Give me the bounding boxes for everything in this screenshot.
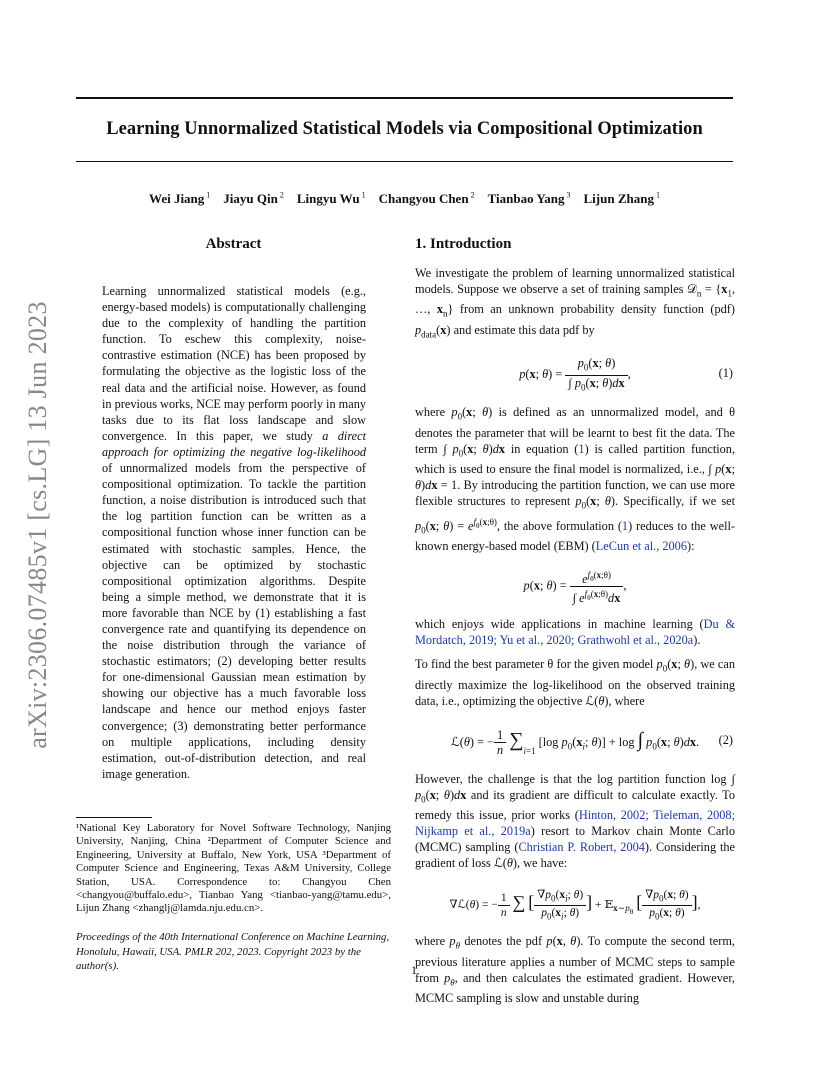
intro-paragraph-6: where $p_\theta$ denotes the pdf p(x, θ). To compute the second term, previous literature applies a number of MCMC steps to sample from $p_\theta$, and then calculates the estimated gradient. However, MCMC sampling is slow and unstable during: [415, 934, 735, 1006]
abstract-text-2: of unnormalized models from the perspective of compositional optimization. To tackle the partition function, a noise distribution is introduced such that the log partition function can be written as a compositional function whose inner function can be estimated with stochastic samples. Hence, the objective can be optimized by stochastic compositional optimization algorithms. Despite being a simple method, we demonstrate that it is more favorable than NCE by (1) establishing a fast convergence rate and quantifying its dependence on the noise distribution through the variance of stochastic estimators; (2) developing better results for one-dimensional Gaussian mean estimation by showing our objective has a much favorable loss landscape and hence our method enjoys faster convergence; (3) demonstrating better performance on multiple applications, including density estimation, out-of-distribution detection, and real image generation.: [102, 461, 366, 781]
author-affiliation-mark: 2: [277, 191, 284, 200]
affiliation-footnote: ¹National Key Laboratory for Novel Software Technology, Nanjing University, Nanjing, China ²Department of Computer Science and Engineering, University at Buffalo, New York, USA ³Department of Computer Science and Engineering, Texas A&M University, College Station, USA. Correspondence to: Changyou Chen <changyou@buffalo.edu>, Tianbao Yang <tianbao-yang@tamu.edu>, Lijun Zhang <zhanglj@lamda.nju.edu.cn>.: [76, 822, 391, 915]
equation-ebm: p(x; θ) = $\frac{e^{f_\theta(x;\theta)}}{\int e^{f_\theta(x;\theta)}dx}$ ,: [523, 570, 627, 606]
intro-paragraph-2: where $p_0(x$; θ) is defined as an unnormalized model, and θ denotes the parameter that will be learnt to best fit the data. The term ∫ $p_0(x$; θ)dx in equation (1) is called partition function, which is used to ensure the final model is normalized, i.e., ∫ p(x; θ)dx = 1. By introducing the partition function, we can use more flexible structures to represent $p_0(x$; θ). Specifically, if we set $p_0(x$; $\theta) = e^{f_\theta(x;\theta)}$, the above formulation (1) reduces to the well-known energy-based model (EBM) (LeCun et al., 2006):: [415, 405, 736, 554]
proceedings-note: Proceedings of the 40th International Conference on Machine Learning, Honolulu, Hawaii, USA. PMLR 202, 2023. Copyright 2023 by the author(s).: [76, 931, 390, 972]
footnote-rule: [76, 817, 152, 818]
author-name: Lingyu Wu $^1$: [296, 191, 366, 207]
abstract-text-italic: a direct approach for optimizing the negative log-likelihood: [102, 428, 367, 459]
equation-1-number: (1): [718, 366, 733, 381]
equation-2: ℒ(θ) = − $\frac{1}{n}$ $\sum_{i=1}$ [log $p_0(x_i$; θ)] + log ∫ $p_0(x$; θ)dx. (2): [415, 723, 735, 757]
equation-1-link[interactable]: 1: [578, 441, 585, 456]
abstract-text-1: Learning unnormalized statistical models (e.g., energy-based models) is computationally challenging due to the complexity of handling the partition function. To eschew this complexity, noise-contrastive estimation (NCE) has been proposed by formulating the objective as the logistic loss of the real data and the artificial noise. However, as found in previous works, NCE may perform poorly in many tasks due to its flat loss landscape and slow convergence. In this paper, we study: [102, 284, 366, 443]
author-name: Lijun Zhang $^1$: [583, 191, 660, 207]
author-name: Changyou Chen $^2$: [378, 191, 475, 207]
equation-2-number: (2): [718, 732, 733, 747]
author-list: [76, 191, 733, 207]
title-top-rule: [76, 97, 733, 99]
author-affiliation-mark: 3: [564, 191, 571, 200]
equation-gradient: ∇ℒ(θ) = − $\frac{1}{n}$ ∑ [ $\frac{\nabla p_0(x_i; \theta)}{p_0(x_i; \theta)}$ ] + 𝔼$_{x\sim p_\theta}$ [ $\frac{\nabla p_0(x; \theta)}{p_0(x; \theta)}$ ],: [449, 888, 701, 922]
page-number: 1: [411, 963, 417, 977]
equation-1-link-2[interactable]: 1: [621, 518, 629, 533]
intro-paragraph-5: However, the challenge is that the log partition function log ∫ $p_0(x$; θ)dx and its gradient are difficult to calculate exactly. To remedy this issue, prior works (Hinton, 2002; Tieleman, 2008; Nijkamp et al., 2019a) resort to Markov chain Monte Carlo (MCMC) sampling (Christian P. Robert, 2004). Considering the gradient of loss ℒ(θ), we have:: [415, 771, 736, 871]
introduction-body: [415, 265, 735, 1006]
citation-hinton[interactable]: Hinton, 2002; Tieleman, 2008; Nijkamp et al., 2019a: [415, 808, 736, 839]
author-name: Tianbao Yang $^3$: [487, 191, 571, 207]
intro-paragraph-1: We investigate the problem of learning unnormalized statistical models. Suppose we observe a set of training samples 𝒟$_n$ = {$x_1$, …, $x_n$} from an unknown probability density function (pdf) $p_{data}(x)$ and estimate this data pdf by: [415, 266, 736, 340]
author-affiliation-mark: 1: [204, 191, 211, 200]
equation-1: p(x; θ) = $\frac{p_0(x; \theta)}{\int p_0(x; \theta)dx}$ , (1): [519, 356, 733, 393]
intro-paragraph-4: To find the best parameter θ for the given model $p_0(x$; θ), we can directly maximize the log-likelihood on the observed training data, i.e., optimizing the objective ℒ(θ), where: [415, 657, 735, 708]
abstract-heading: Abstract: [205, 236, 262, 252]
author-name: Wei Jiang $^1$: [149, 191, 211, 207]
author-affiliation-mark: 1: [653, 191, 660, 200]
abstract-body: [102, 283, 366, 782]
paper-title: Learning Unnormalized Statistical Models via Compositional Optimization: [106, 119, 703, 139]
citation-lecun[interactable]: LeCun et al., 2006: [595, 539, 687, 554]
author-affiliation-mark: 2: [468, 191, 475, 200]
title-bottom-rule: [76, 161, 733, 162]
citation-du-mordatch[interactable]: Du & Mordatch, 2019; Yu et al., 2020; Grathwohl et al., 2020a: [415, 617, 736, 648]
author-affiliation-mark: 1: [359, 191, 366, 200]
arxiv-stamp-text: arXiv:2306.07485v1 [cs.LG] 13 Jun 2023: [23, 301, 52, 749]
introduction-heading: 1. Introduction: [415, 236, 512, 252]
intro-paragraph-3: which enjoys wide applications in machine learning (Du & Mordatch, 2019; Yu et al., 2020; Grathwohl et al., 2020a).: [415, 617, 736, 648]
author-name: Jiayu Qin $^2$: [223, 191, 284, 207]
citation-robert[interactable]: Christian P. Robert, 2004: [518, 840, 645, 855]
